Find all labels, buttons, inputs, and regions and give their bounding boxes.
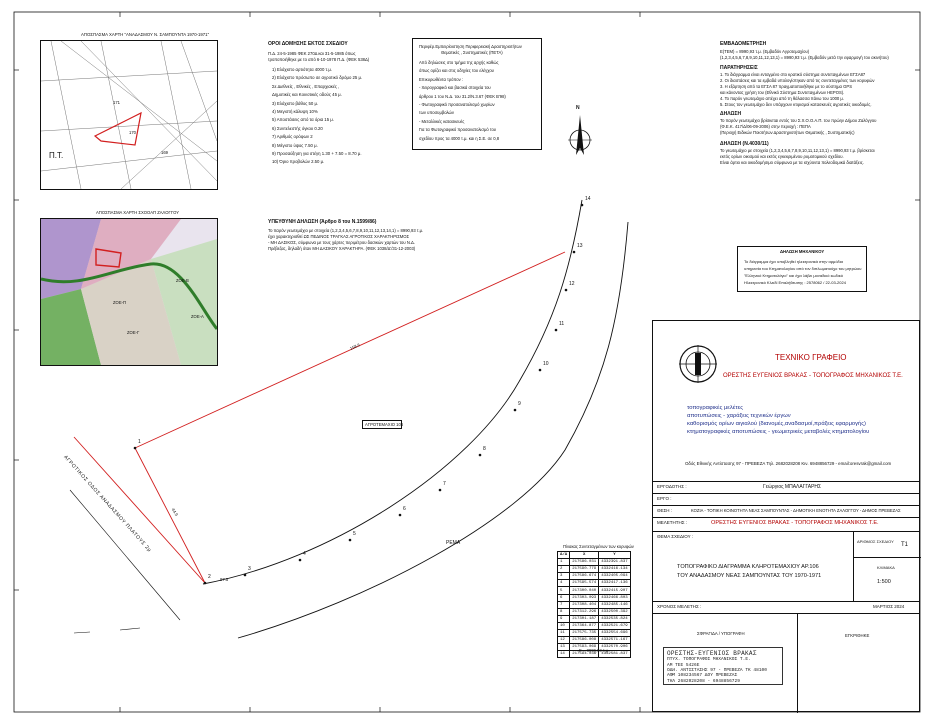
- approval-line: Για τα Φωτογραφικό προσανατολισμό του: [419, 127, 497, 133]
- coordinate-table-title: Πίνακας Συντεταγμένων των κορυφών: [563, 544, 634, 549]
- scale-value: 1:500: [877, 579, 891, 585]
- vertex-marker: [299, 559, 302, 562]
- coordinate-row: [558, 608, 631, 615]
- building-terms-intro: Π.Δ. 24-5-1985 ΦΕΚ 270Δ και 31-5-1985 όπως: [268, 51, 356, 56]
- coordinate-cell: 217595.574: [570, 580, 599, 587]
- law-line: Είναι άρτιο και οικοδομήσιμο σύμφωνα με τα ισχύοντα πολεοδομικά διατάξεις.: [720, 160, 864, 165]
- approval-line: Από δηλώσεις στο τμήμα της αρχής καθώς: [419, 60, 499, 65]
- building-terms-heading: ΟΡΟΙ ΔΟΜΗΣΗΣ ΕΚΤΟΣ ΣΧΕΔΙΟΥ: [268, 41, 348, 47]
- road-tick: [120, 628, 140, 630]
- date-value: ΜΑΡΤΙΟΣ 2024: [873, 604, 905, 609]
- building-term-item: 2) Ελάχιστο πρόσωπο σε αγροτικό δρόμο 25 μ.: [272, 75, 363, 81]
- building-term-item: 10) Όριο προβολών 2.50 μ.: [272, 159, 325, 165]
- coordinate-row: [558, 630, 631, 637]
- vertex-label: 6: [403, 506, 406, 512]
- coordinate-row: [558, 601, 631, 608]
- coordinate-cell: 4332581.837: [599, 651, 630, 658]
- vertex-label: 5: [353, 531, 356, 537]
- coordinate-cell: 1: [558, 559, 570, 566]
- forest-declaration-line: Πρέβεζας, δηλαδή όταν ΜΗ ΔΑΣΙΚΟΥ ΧΑΡΑΚΤΗΡΑ. (ΦΕΚ 1038/Δ'/31-12-2003): [268, 246, 416, 251]
- drawing-title-line: ΤΟΥ ΑΝΑΔΑΣΜΟΥ ΝΕΑΣ ΣΑΜΠΟΥΝΤΑΣ ΤΟΥ 1970-1971: [677, 573, 822, 579]
- coordinate-cell: 4332570.906: [599, 644, 630, 651]
- inset-parcel-highlight: [95, 113, 141, 145]
- forest-declaration-line: Το παρόν γεωτεμάχιο με στοιχεία (1,2,3,4,5,6,7,8,9,10,11,12,13,14,1) = 8990,93 τ.μ.: [268, 228, 424, 233]
- vertex-marker: [244, 574, 247, 577]
- tb-divider: [653, 505, 919, 506]
- coordinate-header-cell: Α/Α: [558, 552, 570, 559]
- approval-line: - Φωτογραφικό προσανατολισμό χωρίων: [419, 102, 495, 107]
- coordinate-cell: 4332415.907: [599, 587, 630, 594]
- declaration-heading: ΔΗΛΩΣΗ: [720, 111, 742, 117]
- stamp-line: ΑΦΜ 108234567 ΔΟΥ ΠΡΕΒΕΖΑΣ: [667, 673, 738, 679]
- inset-lot-label: 169: [161, 150, 168, 155]
- coordinate-row: [558, 587, 631, 594]
- building-term-item: 3) Ελάχιστο βάθος 50 μ.: [272, 100, 319, 106]
- river-label: ΡΕΜΑ: [446, 540, 461, 546]
- law-line: Το γεωτεμάχιο με στοιχεία (1,2,3,4,5,6,7,8,9,10,11,12,13,1) = 8990,93 τ.μ. βρίσκεται: [720, 148, 875, 153]
- coordinate-cell: 217575.735: [570, 630, 599, 637]
- coordinate-cell: 217364.877: [570, 622, 599, 629]
- building-term-item: 7) Αριθμός ορόφων 2: [272, 134, 313, 140]
- coordinate-cell: 4332405.094: [599, 573, 630, 580]
- approval-line: Επικυρωθέντα τρόπον :: [419, 76, 464, 82]
- vertex-marker: [539, 369, 542, 372]
- coordinate-row: [558, 615, 631, 622]
- coordinate-cell: 14: [558, 651, 570, 658]
- approval-line: όπως ορίζει και στις οδηγίες του ελέγχου: [419, 68, 494, 74]
- vertex-label: 11: [559, 321, 565, 327]
- dimension-label: 158.6: [349, 342, 361, 351]
- study-label: ΜΕΛΕΤΗΤΗΣ :: [657, 520, 688, 525]
- coordinate-cell: 217308.404: [570, 601, 599, 608]
- stamp-line: ΑΜ ΤΕΕ 5426Ε: [667, 662, 700, 668]
- office-title: ΤΕΧΝΙΚΟ ΓΡΑΦΕΙΟ: [775, 353, 847, 362]
- drawing-title-line: ΤΟΠΟΓΡΑΦΙΚΟ ΔΙΑΓΡΑΜΜΑ ΚΛΗΡΟΤΕΜΑΧΙΟΥ ΑΡ.106: [677, 564, 819, 570]
- tb-divider: [653, 531, 919, 532]
- coordinate-cell: 2: [558, 566, 570, 573]
- approval-line: άρθρου 1 του Ν.Δ. του 31.2/Ν.3.67 (ΦΕΚ Β'98): [419, 93, 506, 99]
- engineer-declaration-line: Ηλεκτρονικό Κλειδί Επαλήθευσης : 2578062 / 22-03-2024: [744, 280, 846, 285]
- coordinate-cell: 4332571.167: [599, 637, 630, 644]
- coordinate-cell: 7: [558, 601, 570, 608]
- approval-line: - Χειρογραφικό και βασικά στοιχεία του: [419, 85, 491, 91]
- title-block-inner: [665, 331, 915, 479]
- building-term-item: 8) Μέγιστο ύψος 7.50 μ.: [272, 142, 318, 148]
- vertex-label: 4: [303, 551, 306, 557]
- stamp-line: ΟΔΗ. ΑΝΤΙΣΤΑΣΗΣ 97 - ΠΡΕΒΕΖΑ ΤΚ 48100: [667, 667, 767, 673]
- coordinate-cell: 4332416.134: [599, 566, 630, 573]
- office-service: τοπογραφικές μελέτες: [687, 405, 744, 411]
- vertex-marker: [349, 539, 352, 542]
- inset-redistribution-map: [40, 32, 218, 190]
- inset-lot-label: Π.Τ.: [49, 151, 64, 160]
- coordinate-cell: 4332554.696: [599, 630, 630, 637]
- office-service: καθορισμός ορίων αιγιαλού (διανομές,αναδασμοί,πράξεις εφαρμογής): [687, 421, 866, 427]
- stamp-line: ΠΤΥΧ. ΤΟΠΟΓΡΑΦΟΣ ΜΗΧΑΝΙΚΟΣ Τ.Ε.: [667, 657, 751, 663]
- inset-lot-label: 170: [129, 130, 136, 135]
- coordinate-cell: 217593.069: [570, 644, 599, 651]
- building-term-item: 1) Ελάχιστο αρτιότητα 4000 τ.μ.: [272, 67, 333, 72]
- engineer-declaration-heading: ΔΗΛΩΣΗ ΜΗΧΑΝΙΚΟΥ: [780, 249, 825, 254]
- vertex-marker: [399, 514, 402, 517]
- coordinate-row: [558, 580, 631, 587]
- approval-sub: Θεματικές , Συστηματικές (ΠΕΤΑ): [441, 50, 503, 55]
- note-line: 1. Το διάγραμμα είναι ενταγμένο στο κρατικό σύστημα συντεταγμένων ΕΓΣΑ87: [720, 72, 866, 77]
- tb-divider: [653, 613, 919, 614]
- building-term-item: Δημοτικές και Κοινοτικές οδούς 45 μ.: [272, 92, 342, 98]
- vertex-label: 2: [208, 574, 211, 580]
- coordinate-total: E = 8990,93 τ.μ.: [579, 648, 610, 653]
- stream-bank-upper: [203, 200, 582, 584]
- coordinate-cell: 12: [558, 637, 570, 644]
- vertex-marker: [134, 447, 137, 450]
- building-term-item: Σε Διεθνείς , Εθνικές , Επαρχιακές ,: [272, 83, 340, 89]
- tb-divider: [853, 557, 921, 558]
- vertex-label: 10: [543, 361, 549, 367]
- building-terms-intro: τροποποιήθηκε με το από 6-10-1978 Π.Δ. (ΦΕΚ 538Δ): [268, 57, 370, 62]
- location-value: ΚΟΖΙΑ - ΤΟΠΙΚΗ ΚΟΙΝΟΤΗΤΑ ΝΕΑΣ ΣΑΜΠΟΥΝΤΑΣ - ΔΗΜΟΤΙΚΗ ΕΝΟΤΗΤΑ ΖΑΛΟΓΓΟΥ - ΔΗΜΟΣ ΠΡΕΒΕΖΑΣ: [691, 508, 901, 513]
- coordinate-cell: 217301.187: [570, 615, 599, 622]
- areas-line: Ε(ΤΕΜ) = 8990,93 τ.μ. (Εμβαδόν Αγροτεμαχίου): [720, 49, 810, 54]
- declaration-line: (Φ.Ε.Κ. 417/Δ/06-09-2006) στην περιοχή : ΠΕΠΑ: [720, 124, 811, 129]
- coordinate-row: [558, 594, 631, 601]
- notes-heading: ΠΑΡΑΤΗΡΗΣΕΙΣ: [720, 65, 758, 71]
- employer-value: Γεώργιος ΜΠΑΛΑΓΓΑΡΗΣ: [763, 484, 822, 490]
- zone-label: ΖΟΕ-Γ: [127, 330, 140, 335]
- building-term-item: 5) Αποστάσεις από τα όρια 15 μ.: [272, 117, 334, 123]
- forest-declaration-line: - ΜΗ ΔΑΣΙΚΟΣ, σύμφωνα με τους χάρτες περιμέτρου δασικών χαρτών του Ν.Δ.: [268, 240, 415, 245]
- coordinate-cell: 4332417.136: [599, 580, 630, 587]
- parcel-label: [362, 420, 402, 429]
- north-arrow-icon: [568, 115, 592, 155]
- coordinate-cell: 4332391.837: [599, 559, 630, 566]
- tb-vertical-divider: [853, 531, 854, 601]
- coordinate-cell: 6: [558, 594, 570, 601]
- tb-divider: [653, 493, 919, 494]
- zoning-approval-box: [412, 38, 542, 150]
- engineer-declaration-box: [737, 246, 867, 292]
- coordinate-row: [558, 566, 631, 573]
- vertex-marker: [565, 289, 568, 292]
- coordinate-cell: 4: [558, 580, 570, 587]
- approval-line: σχεδίου προς τα 4000 τ.μ. και η Σ.Ε. σε 0,8: [419, 135, 500, 141]
- vertex-label: 13: [577, 243, 583, 249]
- tb-divider: [653, 517, 919, 518]
- approval-line: - Μεταλλικές κατασκευές: [419, 118, 465, 124]
- coordinate-table: [557, 551, 631, 658]
- forest-declaration-line: έχει χαρακτηρισθεί ΩΣ ΠΕΔΙΝΟΣ ΤΡΑΓΚΑΣ ΑΓΡΟΤΙΚΟΣ ΧΑΡΑΚΤΗΡΙΣΜΟΣ: [268, 234, 410, 239]
- zone-label: ΖΟΕ-Π: [113, 300, 127, 305]
- coordinate-cell: 9: [558, 615, 570, 622]
- engineer-declaration-line: υπηρεσία του Κτηματολογίου από τον διπλωματούχο του μητρώου: [744, 266, 862, 271]
- tb-divider: [653, 601, 919, 602]
- coordinate-cell: 4332485.146: [599, 601, 630, 608]
- engineer-declaration-line: "Ελληνικό Κτηματολόγιο" και έχει λάβει μοναδικό κωδικό: [744, 273, 843, 278]
- coordinate-cell: 4332500.392: [599, 608, 630, 615]
- law-line: εκτός ορίων οικισμού και εκτός εγκεκριμένου ρυμοτομικού σχεδίου.: [720, 154, 844, 159]
- note-line: και κάνοντας χρήση του (Εθνικό Σύστημα Συντεταγμένων HEPOS).: [720, 90, 845, 95]
- vertex-label: 14: [585, 196, 591, 202]
- coordinate-cell: 4332521.679: [599, 622, 630, 629]
- building-term-item: 6) Συντελεστής όγκου 0.20: [272, 125, 323, 131]
- inset-lot-label: 171: [113, 100, 120, 105]
- road-tick: [74, 632, 90, 633]
- note-line: 5. Στους τον γεωτεμάχιο δεν υπάρχουν κτιρισμοί κατασκευές αγροτικές οικοδομές.: [720, 102, 872, 107]
- vertex-marker: [439, 489, 442, 492]
- declaration-line: Το παρόν γεωτεμάχιο βρίσκεται εντός του Σ.Χ.Ο.Ο.Α.Π. του πρώην Δήμου Ζαλόγγου: [720, 118, 877, 123]
- inset-top-title: ΑΠΟΣΠΑΣΜΑ ΧΑΡΤΗ "ΑΝΑΔΑΣΜΟΥ Ν. ΣΑΜΠΟΥΝΤΑ 1970-1971": [81, 32, 210, 37]
- approval-heading: Περιφέρ.Εμπειρίοιστηση Περιφερειακή Δραστηριοτήτων: [419, 44, 522, 49]
- coordinate-cell: 217312.296: [570, 608, 599, 615]
- coordinate-cell: 4332535.824: [599, 615, 630, 622]
- vertex-marker: [204, 582, 207, 585]
- note-line: 4. Το παρόν γεωτεμάχιο απέχει από τη θάλασσα πάνω του 1000 μ.: [720, 96, 844, 101]
- vertex-label: 7: [443, 481, 446, 487]
- vertex-marker: [573, 251, 576, 254]
- coordinate-cell: 217586.031: [570, 559, 599, 566]
- coordinate-cell: 3: [558, 573, 570, 580]
- declaration-line: (Περιοχή Ειδικών Ποιοτήτων Δραστηριοτήτων Θεματικής , Συστηματικής): [720, 130, 855, 135]
- location-label: ΘΕΣΗ :: [657, 508, 673, 513]
- building-term-item: 9) Προσαύξηση για στέγη 1.30 + 7.50 = 8.70 μ.: [272, 151, 362, 156]
- coordinate-header-cell: X: [570, 552, 599, 559]
- vertex-label: 3: [248, 566, 251, 572]
- office-service: αποτυπώσεις - χαράξεις τεχνικών έργων: [687, 413, 791, 419]
- inset-bottom-title: ΑΠΟΣΠΑΣΜΑ ΧΑΡΤΗ ΣΧΟΟΑΠ ΖΑΛΟΓΓΟΥ: [96, 210, 180, 215]
- vertex-label: 8: [483, 446, 486, 452]
- stamp-line: ΤΗΛ 2682028208 - 6948856729: [667, 678, 740, 684]
- law-heading: ΔΗΛΩΣΗ (Ν.4030/11): [720, 141, 769, 147]
- north-label: N: [576, 105, 580, 111]
- dimension-label: 97.5: [220, 577, 229, 582]
- dimension-label: 44.9: [170, 507, 180, 517]
- forest-declaration-heading: ΥΠΕΥΘΥΝΗ ΔΗΛΩΣΗ (Άρθρο 8 του Ν.1599/86): [268, 219, 377, 225]
- engineer-declaration-line: Το διάγραμμα έχει υποβληθεί ηλεκτρονικά στην αρμόδια: [744, 259, 843, 264]
- engineer-stamp: [663, 647, 783, 685]
- vertex-marker: [514, 409, 517, 412]
- coordinate-cell: 217586.008: [570, 637, 599, 644]
- coordinate-table-body: [558, 559, 631, 658]
- vertex-label: 9: [518, 401, 521, 407]
- coordinate-row: [558, 637, 631, 644]
- zone-label: ΖΟΕ-Α: [191, 314, 204, 319]
- coordinate-row: [558, 622, 631, 629]
- vertex-marker: [479, 454, 482, 457]
- tb-vertical-divider: [797, 613, 798, 713]
- approval-line: των υποσυμβολών: [419, 110, 454, 116]
- study-value: ΟΡΕΣΤΗΣ ΕΥΓΕΝΙΟΣ ΒΡΑΚΑΣ - ΤΟΠΟΓΡΑΦΟΣ ΜΗΧΑΝΙΚΟΣ Τ.Ε.: [711, 520, 879, 526]
- coordinate-cell: 8: [558, 608, 570, 615]
- scale-label: ΚΛΙΜΑΚΑ: [877, 565, 895, 570]
- tb-divider: [653, 481, 919, 482]
- parcel-label-text: ΑΓΡΟΤΕΜΑΧΙΟ 106: [365, 421, 404, 427]
- vertex-marker: [581, 204, 584, 207]
- road-label: ΑΓΡΟΤΙΚΟΣ ΟΔΟΣ ΑΝΑΔΑΣΜΟΥ ΠΛΑΤΟΥΣ 2μ: [62, 454, 153, 554]
- vertex-label: 1: [138, 439, 141, 445]
- coordinate-cell: 217594.036: [570, 651, 599, 658]
- sheet-no-label: ΑΡΙΘΜΟΣ ΣΧΕΔΙΟΥ: [857, 539, 894, 544]
- coordinate-cell: 217300.040: [570, 587, 599, 594]
- office-logo-icon: [677, 343, 719, 385]
- building-term-item: 4) Μεγιστή κάλυψη 10%: [272, 109, 318, 114]
- note-line: 2. Οι διαστάσεις και τα εμβαδά υπολογίστηκαν από τις συντεταγμένες των κορυφών: [720, 78, 875, 83]
- employer-label: ΕΡΓΟΔΟΤΗΣ :: [657, 484, 687, 489]
- coordinate-cell: 11: [558, 630, 570, 637]
- vertex-label: 12: [569, 281, 575, 287]
- sign-label: ΣΦΡΑΓΙΔΑ / ΥΠΟΓΡΑΦΗ: [697, 631, 745, 636]
- coordinate-cell: 13: [558, 644, 570, 651]
- sheet-no-value: Τ1: [901, 542, 909, 548]
- coordinate-cell: 5: [558, 587, 570, 594]
- stamp-line: ΟΡΕΣΤΗΣ-ΕΥΓΕΝΙΟΣ ΒΡΑΚΑΣ: [667, 650, 757, 657]
- date-label: ΧΡΟΝΟΣ ΜΕΛΕΤΗΣ :: [657, 604, 702, 609]
- coordinate-cell: 217590.779: [570, 566, 599, 573]
- title-block: [652, 320, 920, 712]
- drawing-label: ΘΕΜΑ ΣΧΕΔΙΟΥ :: [657, 534, 694, 539]
- coordinate-table-header: [558, 552, 631, 559]
- office-service: κτηματογραφικές αποτυπώσεις - γεωμετρικές μεταβολές κτηματολογίου: [687, 429, 870, 435]
- zone-label: ΖΟΕ-Β: [176, 278, 189, 283]
- coordinate-cell: 10: [558, 622, 570, 629]
- areas-heading: ΕΜΒΑΔΟΜΕΤΡΗΣΗ: [720, 41, 767, 47]
- vertex-marker: [555, 329, 558, 332]
- coordinate-cell: 217303.093: [570, 594, 599, 601]
- approve-label: ΕΓΚΡΙΘΗΚΕ: [845, 633, 870, 638]
- coordinate-cell: 4332466.803: [599, 594, 630, 601]
- coordinate-header-cell: Y: [599, 552, 630, 559]
- coordinate-cell: 217586.674: [570, 573, 599, 580]
- coordinate-row: [558, 573, 631, 580]
- office-engineer: ΟΡΕΣΤΗΣ ΕΥΓΕΝΙΟΣ ΒΡΑΚΑΣ - ΤΟΠΟΓΡΑΦΟΣ ΜΗΧΑΝΙΚΟΣ Τ.Ε.: [723, 373, 903, 379]
- coordinate-row: [558, 559, 631, 566]
- areas-line: (1,2,3,4,5,6,7,8,9,10,11,12,13,1) = 8990,93 τ.μ. (Εμβαδόν μετά την εφαρμογή του ακινήτου): [720, 55, 889, 60]
- note-line: 3. Η εξάρτηση από τα ΕΓΣΑ 87 πραγματοποιήθηκε με το σύστημα GPS: [720, 84, 852, 89]
- office-contact: Οδός Εθνικής Αντίστασης 97 - ΠΡΕΒΕΖΑ Τηλ. 2682028208 Κιν. 6948856729 - email:oresvrak@gmail.com: [685, 461, 892, 466]
- project-label: ΕΡΓΟ :: [657, 496, 672, 501]
- inset-zoning-map: [40, 218, 218, 366]
- road-edge: [70, 490, 180, 620]
